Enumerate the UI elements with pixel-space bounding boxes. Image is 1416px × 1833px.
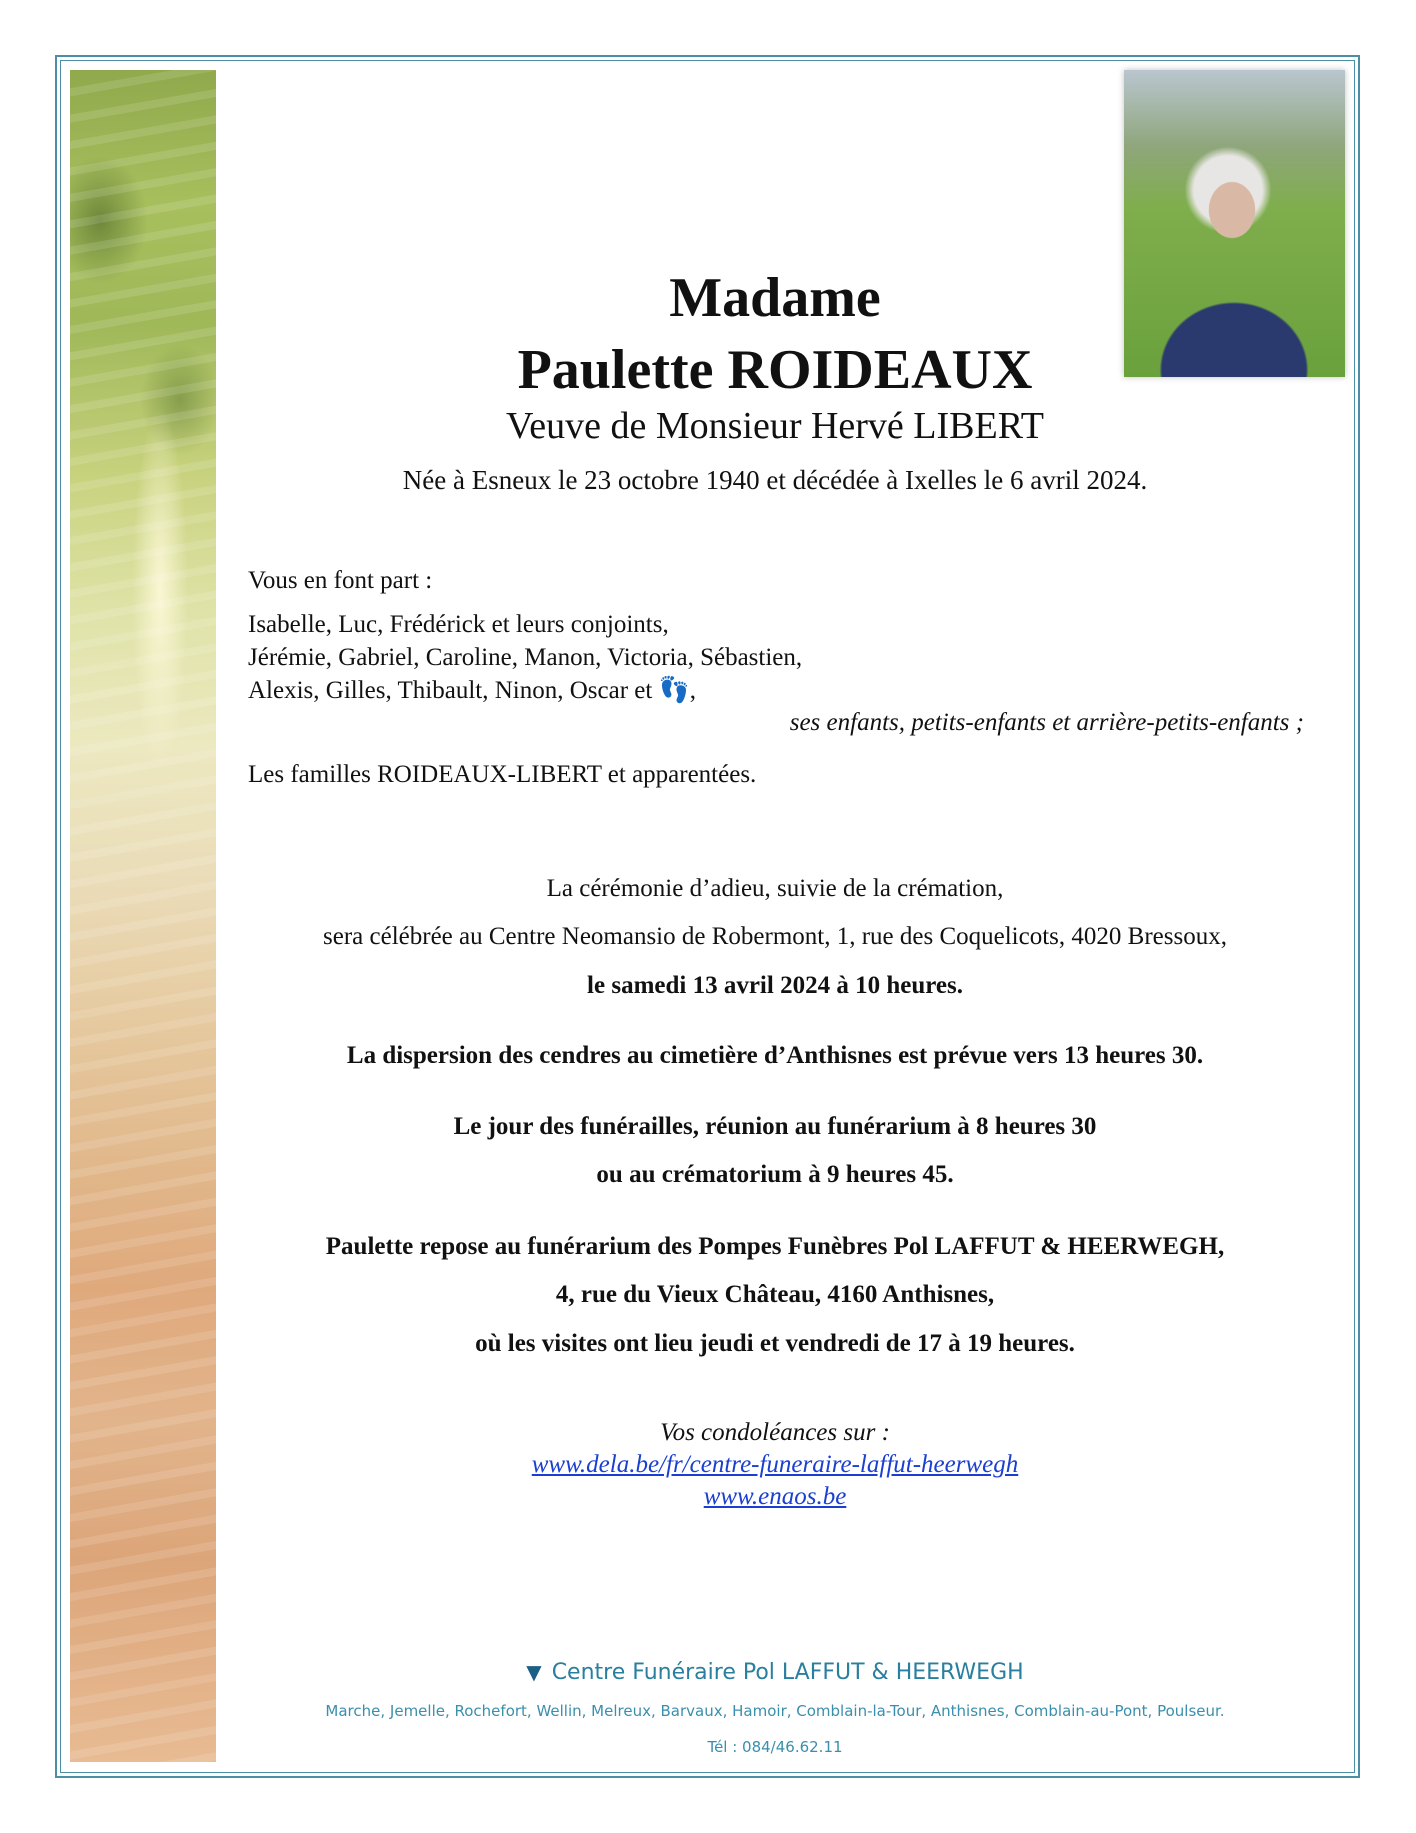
condolences-link-dela: [245, 1451, 1305, 1479]
dela-link[interactable]: www.dela.be/fr/centre-funeraire-laffut-heerwegh: [531, 1451, 1019, 1478]
family-line-text: Alexis, Gilles, Thibault, Ninon, Oscar et: [248, 677, 653, 704]
family-line: Jérémie, Gabriel, Caroline, Manon, Victoria, Sébastien,: [248, 644, 803, 671]
title-name: Paulette ROIDEAUX: [517, 339, 1033, 401]
family-line: [248, 674, 802, 707]
triangle-down-icon: ▼: [526, 1660, 542, 1684]
family-line-end: ,: [689, 677, 696, 704]
footer-places: Marche, Jemelle, Rochefort, Wellin, Melreux, Barvaux, Hamoir, Comblain-la-Tour, Anthisnes, Comblain-au-Pont, Poulseur.: [325, 1702, 1225, 1720]
forest-path-image: [70, 70, 216, 1762]
family-line: Isabelle, Luc, Frédérick et leurs conjoints,: [248, 611, 669, 638]
footer-company-name: Centre Funéraire Pol LAFFUT & HEERWEGH: [551, 1660, 1024, 1685]
condolences-link-enaos: [245, 1483, 1305, 1511]
ceremony-date: le samedi 13 avril 2024 à 10 heures.: [587, 972, 963, 999]
announcement-intro: Vous en font part :: [248, 567, 433, 594]
ceremony-line-2: sera célébrée au Centre Neomansio de Robermont, 1, rue des Coquelicots, 4020 Bressoux,: [323, 923, 1227, 950]
family-list: [248, 608, 802, 707]
meeting-line-1: Le jour des funérailles, réunion au funérarium à 8 heures 30: [453, 1113, 1097, 1140]
birth-death-line: Née à Esneux le 23 octobre 1940 et décédée à Ixelles le 6 avril 2024.: [402, 465, 1148, 495]
dispersion-line: La dispersion des cendres au cimetière d’Anthisnes est prévue vers 13 heures 30.: [346, 1042, 1204, 1069]
title-madame: Madame: [669, 267, 881, 329]
families-line: Les familles ROIDEAUX-LIBERT et apparentées.: [248, 761, 757, 788]
enaos-link[interactable]: www.enaos.be: [703, 1483, 847, 1510]
rest-line-2: 4, rue du Vieux Château, 4160 Anthisnes,: [555, 1281, 995, 1308]
footprints-icon: 👣: [658, 677, 690, 704]
rest-line-3: où les visites ont lieu jeudi et vendredi de 17 à 19 heures.: [475, 1330, 1075, 1357]
footer-company: [245, 1660, 1305, 1685]
meeting-line-2: ou au crématorium à 9 heures 45.: [596, 1161, 954, 1188]
footer-telephone: Tél : 084/46.62.11: [707, 1738, 843, 1756]
rest-line-1: Paulette repose au funérarium des Pompes Funèbres Pol LAFFUT & HEERWEGH,: [325, 1233, 1225, 1260]
portrait-photo: [1124, 70, 1345, 377]
widow-line: Veuve de Monsieur Hervé LIBERT: [505, 405, 1044, 447]
ceremony-line-1: La cérémonie d’adieu, suivie de la crémation,: [546, 875, 1004, 902]
relation-line: ses enfants, petits-enfants et arrière-petits-enfants ;: [789, 709, 1304, 736]
condolences-label: Vos condoléances sur :: [660, 1419, 890, 1446]
